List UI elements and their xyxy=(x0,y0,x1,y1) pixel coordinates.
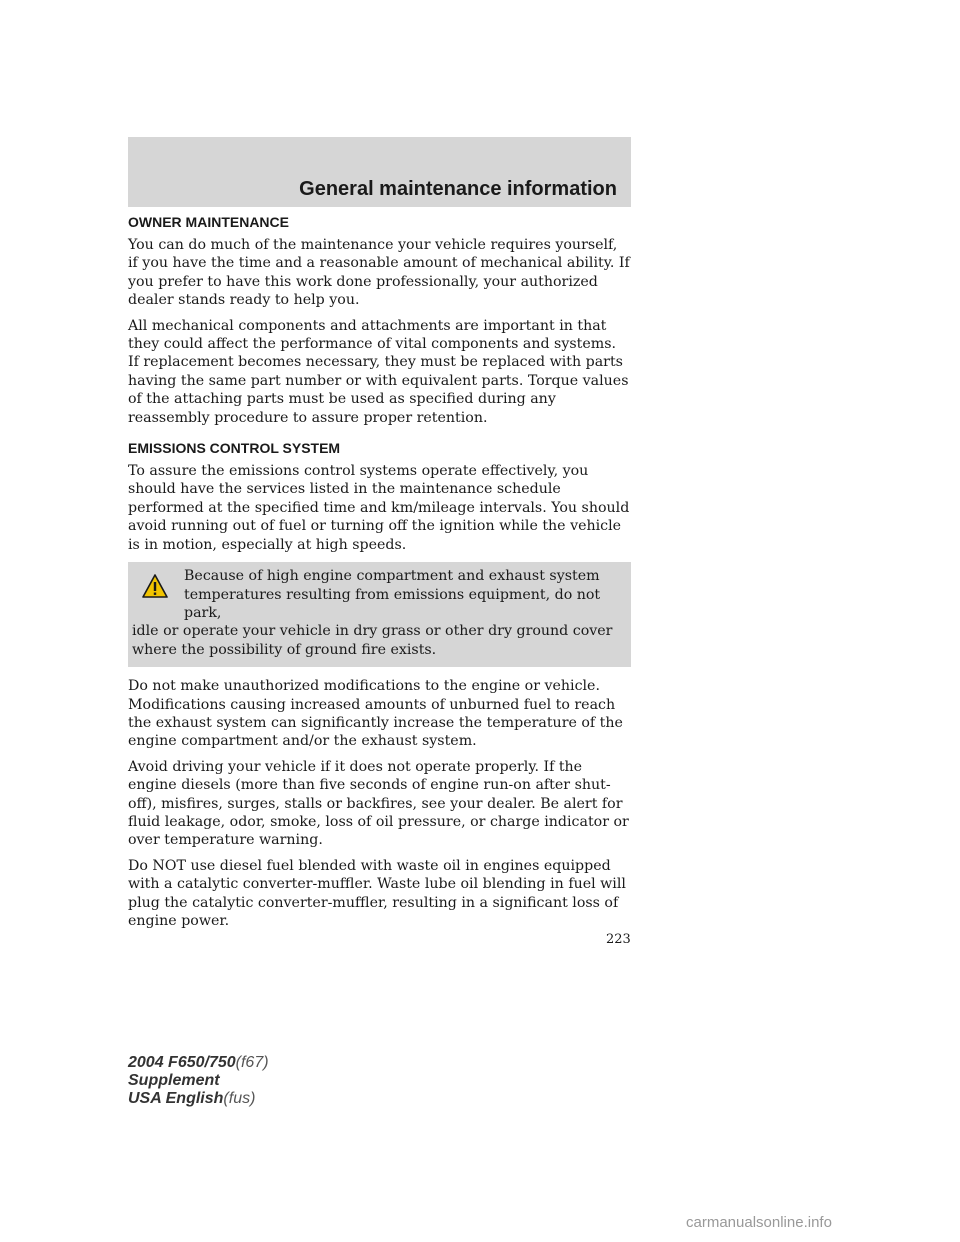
section-title: General maintenance information xyxy=(299,178,617,200)
emissions-paragraph-1: To assure the emissions control systems operate effectively, you should have the services listed in the maintenance schedule performed at the specified time and km/mileage intervals. You should avoid running out of fuel or turning off the ignition while the vehicle is in motion, especially at high speeds. xyxy=(128,463,630,553)
warning-text-rest: idle or operate your vehicle in dry grass or other dry ground cover where the possibility of ground fire exists. xyxy=(132,623,613,658)
footer-language: USA English xyxy=(128,1090,224,1107)
page-number: 223 xyxy=(606,932,631,947)
footer-language-code: (fus) xyxy=(223,1090,256,1107)
owner-maintenance-paragraph-1: You can do much of the maintenance your vehicle requires yourself, if you have the time and a reasonable amount of mechanical ability. If you prefer to have this work done professionally, your authorized dealer stands ready to help you. xyxy=(128,237,630,309)
footer-model: 2004 F650/750 xyxy=(128,1054,236,1071)
owner-maintenance-heading: OWNER MAINTENANCE xyxy=(128,214,289,230)
emissions-paragraph-4: Do NOT use diesel fuel blended with waste oil in engines equipped with a catalytic converter-muffler. Waste lube oil blending in fuel will plug the catalytic converter-muffler, resulting in a significant loss of engine power. xyxy=(128,857,626,929)
warning-box xyxy=(128,562,631,667)
footer-model-code: (f67) xyxy=(235,1054,269,1071)
watermark-link[interactable]: carmanualsonline.info xyxy=(686,1214,832,1231)
footer-supplement: Supplement xyxy=(128,1072,220,1089)
warning-triangle-icon xyxy=(142,573,168,599)
warning-text-first: Because of high engine compartment and exhaust system temperatures resulting from emissions equipment, do not park, xyxy=(184,568,601,621)
emissions-heading: EMISSIONS CONTROL SYSTEM xyxy=(128,440,341,457)
emissions-paragraph-2: Do not make unauthorized modifications to the engine or vehicle. Modifications causing increased amounts of unburned fuel to reach the exhaust system can significantly increase the temperature of the engine compartment and/or the exhaust system. xyxy=(128,678,623,750)
page-content xyxy=(128,213,631,937)
owner-maintenance-paragraph-2: All mechanical components and attachments are important in that they could affect the performance of vital components and systems. If replacement becomes necessary, they must be replaced with parts having the same part number or with equivalent parts. Torque values of the attaching parts must be used as specified during any reassembly procedure to assure proper retention. xyxy=(128,317,629,426)
emissions-paragraph-3: Avoid driving your vehicle if it does not operate properly. If the engine diesels (more than five seconds of engine run-on after shut-off), misfires, surges, stalls or backfires, see your dealer. Be alert for fluid leakage, odor, smoke, loss of oil pressure, or charge indicator or over temperature warning. xyxy=(128,758,629,849)
section-header-band xyxy=(128,137,631,207)
document-footer xyxy=(128,1054,269,1108)
